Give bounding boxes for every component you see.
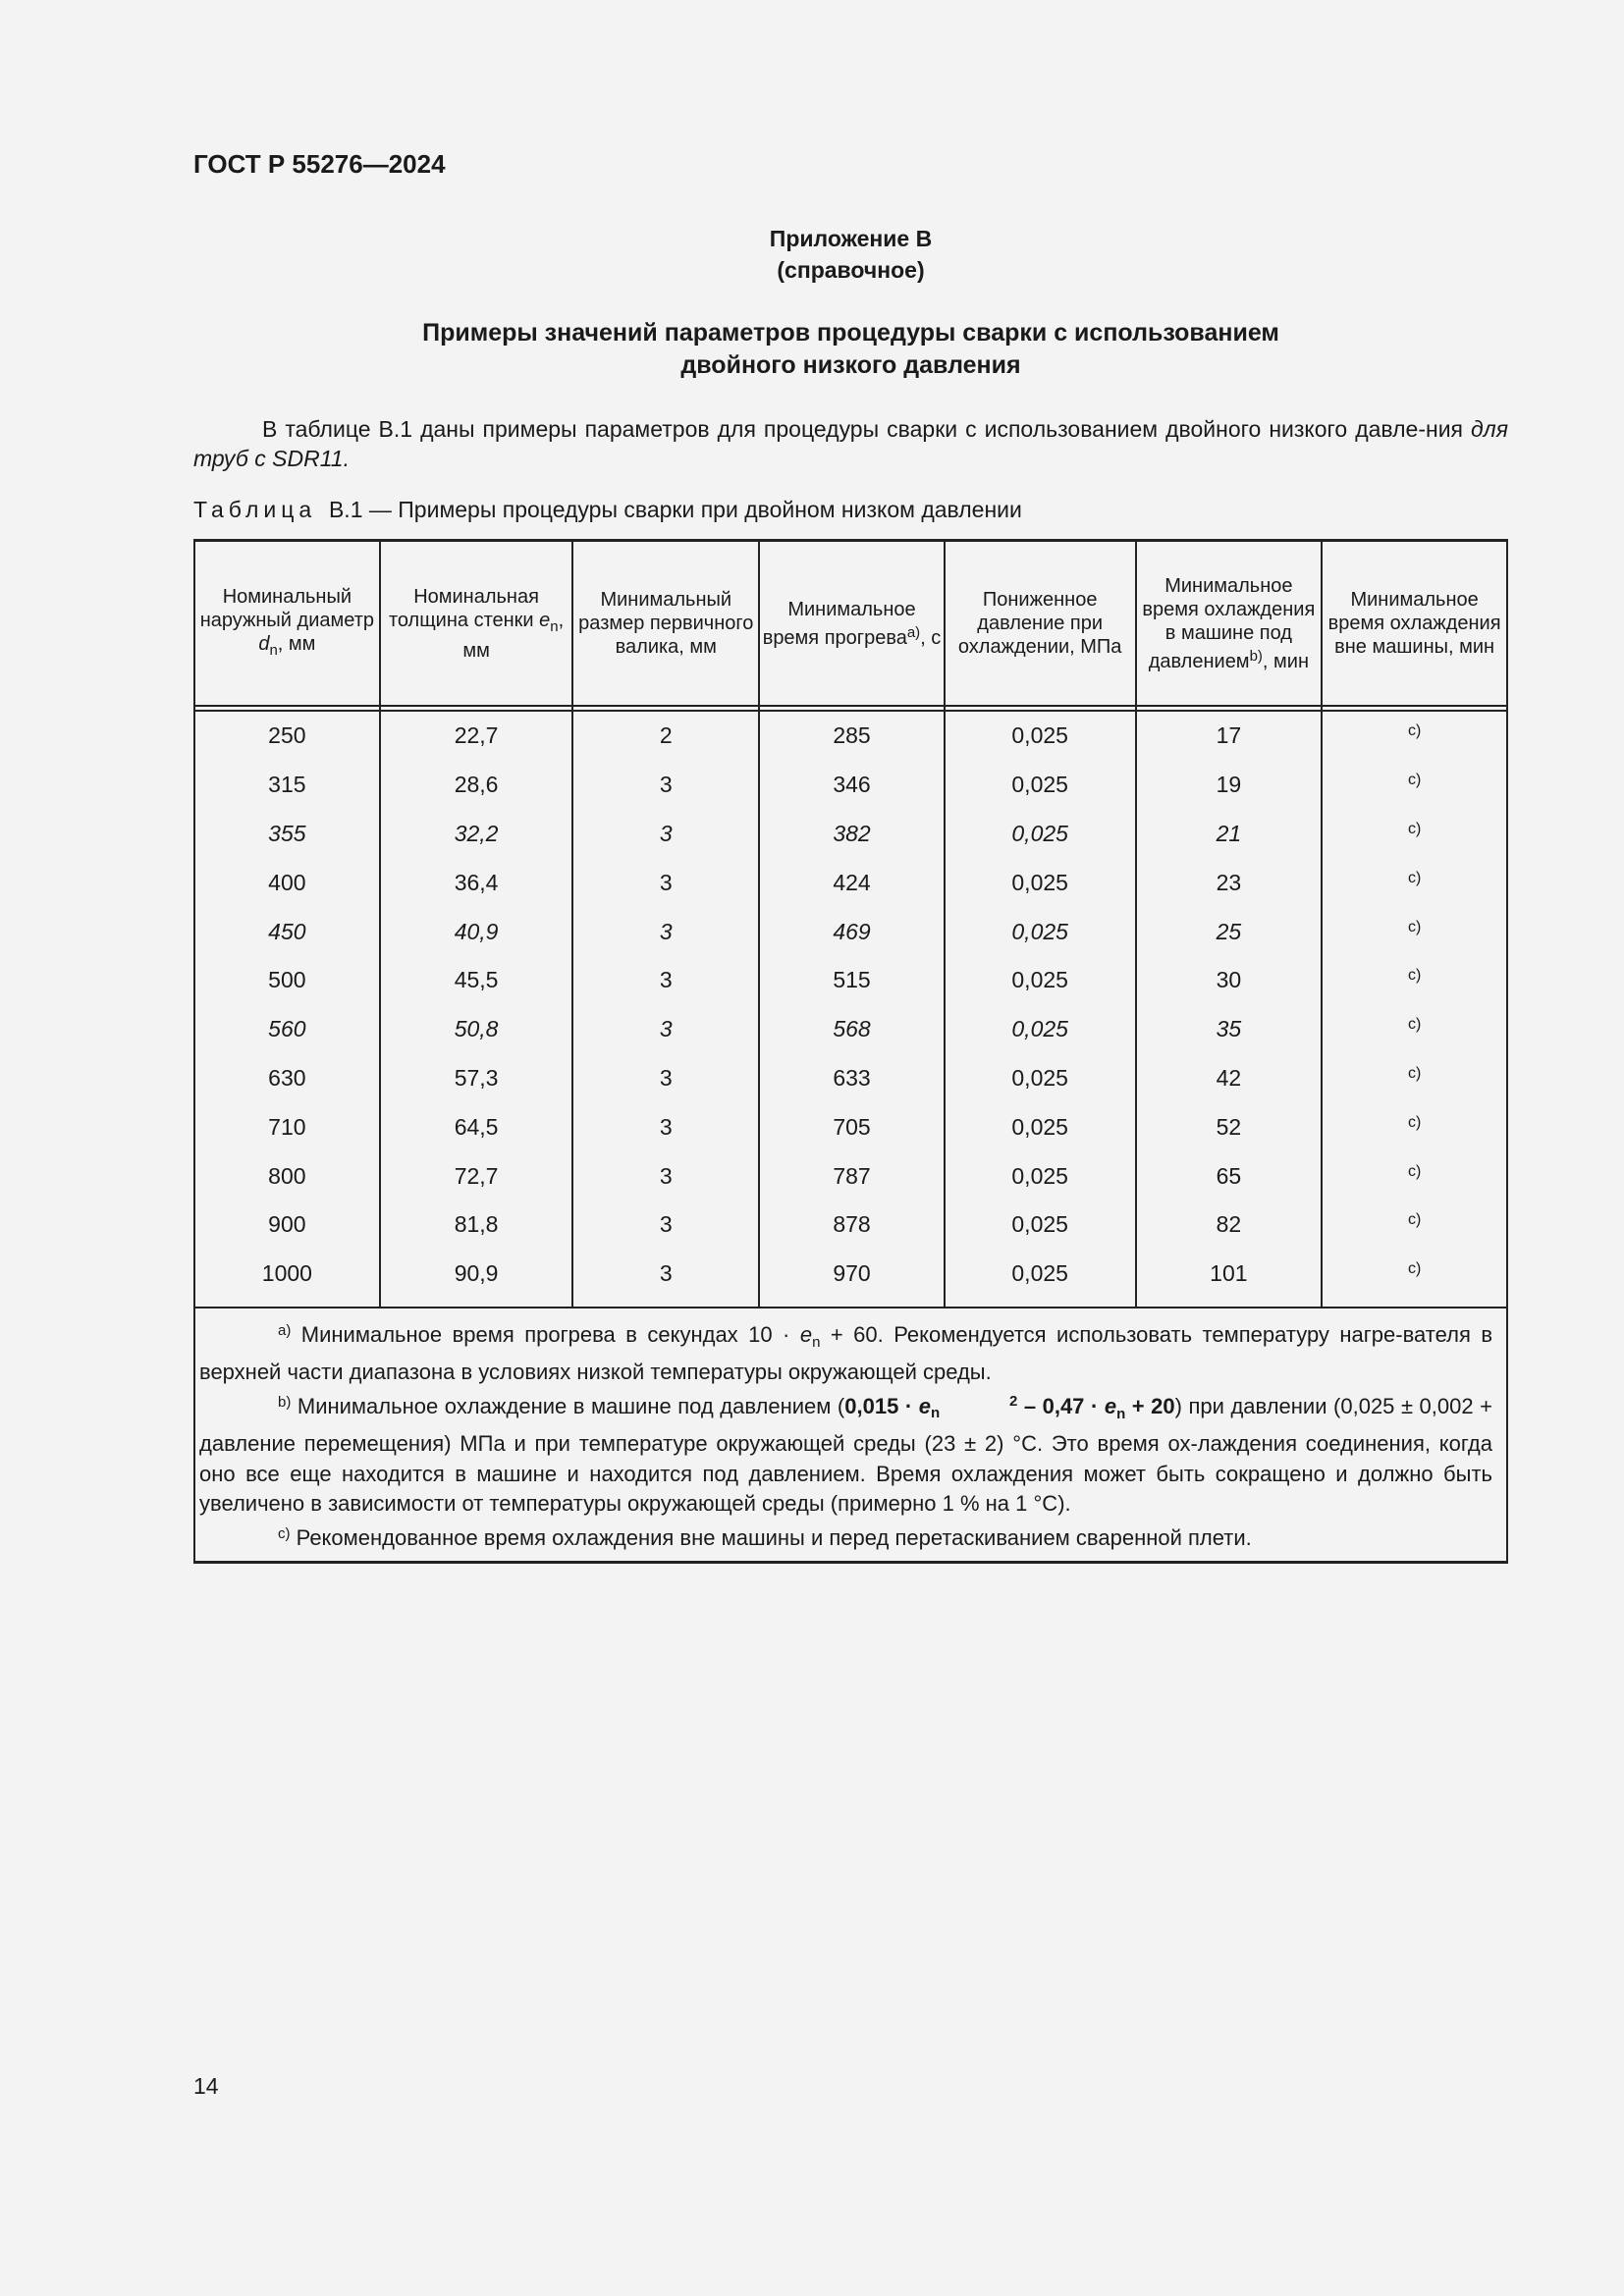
intro-text: В таблице В.1 даны примеры параметров для процедуры сварки с использованием двойного низкого давле-ния [262, 416, 1472, 442]
table-row [194, 711, 1507, 761]
cell-cooling-outside: c) [1322, 1005, 1507, 1054]
cell-bead-size: 3 [572, 1005, 759, 1054]
header-reduced-pressure: Пониженное давление при охлаждении, МПа [945, 541, 1136, 707]
cell-heating-time: 568 [759, 1005, 945, 1054]
table-row [194, 956, 1507, 1005]
cell-heating-time: 787 [759, 1151, 945, 1201]
cell-cooling-outside: c) [1322, 1054, 1507, 1103]
cell-reduced-pressure: 0,025 [945, 956, 1136, 1005]
cell-outer-diameter: 710 [194, 1102, 380, 1151]
cell-wall-thickness: 28,6 [380, 761, 573, 810]
table-header-row [194, 541, 1507, 707]
intro-italic: для труб с SDR11. [193, 416, 1508, 471]
cell-cooling-in-machine: 30 [1136, 956, 1323, 1005]
cell-cooling-in-machine: 21 [1136, 810, 1323, 859]
cell-wall-thickness: 64,5 [380, 1102, 573, 1151]
cell-wall-thickness: 36,4 [380, 858, 573, 907]
cell-outer-diameter: 630 [194, 1054, 380, 1103]
cell-outer-diameter: 250 [194, 711, 380, 761]
cell-reduced-pressure: 0,025 [945, 1201, 1136, 1250]
cell-cooling-in-machine: 42 [1136, 1054, 1323, 1103]
cell-cooling-outside: c) [1322, 1250, 1507, 1308]
table-row [194, 1201, 1507, 1250]
cell-cooling-outside: c) [1322, 711, 1507, 761]
cell-cooling-in-machine: 82 [1136, 1201, 1323, 1250]
table-row [194, 1151, 1507, 1201]
cell-heating-time: 346 [759, 761, 945, 810]
cell-outer-diameter: 450 [194, 907, 380, 956]
cell-cooling-in-machine: 35 [1136, 1005, 1323, 1054]
page-number: 14 [193, 2073, 219, 2099]
header-cooling-in-machine: Минимальное время охлаждения в машине под давлением$^{b)}$, мин [1136, 541, 1323, 707]
cell-outer-diameter: 400 [194, 858, 380, 907]
cell-bead-size: 3 [572, 1054, 759, 1103]
cell-outer-diameter: 560 [194, 1005, 380, 1054]
cell-outer-diameter: 500 [194, 956, 380, 1005]
cell-heating-time: 469 [759, 907, 945, 956]
cell-bead-size: 3 [572, 1201, 759, 1250]
cell-cooling-outside: c) [1322, 956, 1507, 1005]
cell-reduced-pressure: 0,025 [945, 810, 1136, 859]
footnote-a: $^{a)}$ Минимальное время прогрева в секундах $10 \cdot e_n + 60$. Рекомендуется использовать температуру нагре-вателя в верхней части диапазона в условиях низкой температуры окружающей среды. [199, 1321, 1493, 1385]
cell-bead-size: 2 [572, 711, 759, 761]
header-cooling-outside: Минимальное время охлаждения вне машины, мин [1322, 541, 1507, 707]
table-row [194, 1250, 1507, 1308]
cell-bead-size: 3 [572, 1250, 759, 1308]
cell-cooling-outside: c) [1322, 907, 1507, 956]
header-wall-thickness: Номинальная толщина стенки $e_n$, мм [380, 541, 573, 707]
cell-outer-diameter: 900 [194, 1201, 380, 1250]
table-row [194, 858, 1507, 907]
cell-wall-thickness: 45,5 [380, 956, 573, 1005]
table-row [194, 907, 1507, 956]
cell-outer-diameter: 800 [194, 1151, 380, 1201]
table-row [194, 810, 1507, 859]
cell-outer-diameter: 315 [194, 761, 380, 810]
cell-reduced-pressure: 0,025 [945, 1250, 1136, 1308]
table-row [194, 1005, 1507, 1054]
cell-heating-time: 382 [759, 810, 945, 859]
cell-outer-diameter: 355 [194, 810, 380, 859]
cell-bead-size: 3 [572, 1151, 759, 1201]
cell-wall-thickness: 50,8 [380, 1005, 573, 1054]
cell-cooling-outside: c) [1322, 810, 1507, 859]
cell-bead-size: 3 [572, 761, 759, 810]
cell-bead-size: 3 [572, 858, 759, 907]
cell-outer-diameter: 1000 [194, 1250, 380, 1308]
cell-cooling-in-machine: 23 [1136, 858, 1323, 907]
cell-cooling-in-machine: 25 [1136, 907, 1323, 956]
cell-heating-time: 515 [759, 956, 945, 1005]
cell-cooling-outside: c) [1322, 761, 1507, 810]
cell-bead-size: 3 [572, 810, 759, 859]
cell-cooling-outside: c) [1322, 858, 1507, 907]
cell-heating-time: 705 [759, 1102, 945, 1151]
cell-bead-size: 3 [572, 956, 759, 1005]
cell-cooling-in-machine: 101 [1136, 1250, 1323, 1308]
cell-reduced-pressure: 0,025 [945, 1102, 1136, 1151]
cell-reduced-pressure: 0,025 [945, 1005, 1136, 1054]
caption-prefix: Таблица [193, 497, 317, 522]
cell-heating-time: 878 [759, 1201, 945, 1250]
table-caption [193, 497, 1022, 523]
document-code: ГОСТ Р 55276—2024 [193, 149, 446, 179]
caption-text: В.1 — Примеры процедуры сварки при двойном низком давлении [328, 497, 1022, 522]
cell-reduced-pressure: 0,025 [945, 907, 1136, 956]
cell-reduced-pressure: 0,025 [945, 1054, 1136, 1103]
cell-reduced-pressure: 0,025 [945, 761, 1136, 810]
cell-reduced-pressure: 0,025 [945, 1151, 1136, 1201]
table-footnotes [194, 1308, 1507, 1563]
annex-label: Приложение В [769, 226, 933, 251]
table-row [194, 1054, 1507, 1103]
cell-wall-thickness: 32,2 [380, 810, 573, 859]
cell-cooling-outside: c) [1322, 1102, 1507, 1151]
cell-heating-time: 285 [759, 711, 945, 761]
table-row [194, 761, 1507, 810]
cell-cooling-in-machine: 19 [1136, 761, 1323, 810]
header-outer-diameter: Номинальный наружный диаметр $d_n$, мм [194, 541, 380, 707]
cell-wall-thickness: 81,8 [380, 1201, 573, 1250]
intro-paragraph [193, 414, 1508, 473]
cell-reduced-pressure: 0,025 [945, 858, 1136, 907]
cell-cooling-in-machine: 17 [1136, 711, 1323, 761]
cell-heating-time: 970 [759, 1250, 945, 1308]
cell-bead-size: 3 [572, 907, 759, 956]
cell-heating-time: 424 [759, 858, 945, 907]
cell-heating-time: 633 [759, 1054, 945, 1103]
cell-wall-thickness: 72,7 [380, 1151, 573, 1201]
welding-parameters-table [193, 539, 1508, 1564]
cell-wall-thickness: 57,3 [380, 1054, 573, 1103]
cell-cooling-outside: c) [1322, 1201, 1507, 1250]
footnote-c: $^{c)}$ Рекомендованное время охлаждения вне машины и перед перетаскиванием сваренной плети. [278, 1524, 1252, 1550]
cell-cooling-in-machine: 65 [1136, 1151, 1323, 1201]
cell-cooling-outside: c) [1322, 1151, 1507, 1201]
cell-bead-size: 3 [572, 1102, 759, 1151]
cell-wall-thickness: 40,9 [380, 907, 573, 956]
annex-title-line1: Примеры значений параметров процедуры сварки с использованием [422, 319, 1279, 347]
footnote-b: $^{b)}$ Минимальное охлаждение в машине под давлением (0,015 · e 2 $n - 0,47 \cdot e_n + 20$) при давлении (0,025 ± 0,002 + давление перемещения) МПа и при температуре окружающей среды (23 ± 2) °С. Это время ох-лаждения соединения, когда оно все еще находится в машине и находится под давлением. Время охлаждения может быть сокращено и должно быть увеличено в зависимости от температуры окружающей среды (примерно 1 % на 1 °С). [199, 1392, 1492, 1517]
header-bead-size: Минимальный размер первичного валика, мм [572, 541, 759, 707]
cell-cooling-in-machine: 52 [1136, 1102, 1323, 1151]
cell-reduced-pressure: 0,025 [945, 711, 1136, 761]
header-heating-time: Минимальное время прогрева$^{a)}$, с [759, 541, 945, 707]
cell-wall-thickness: 22,7 [380, 711, 573, 761]
cell-wall-thickness: 90,9 [380, 1250, 573, 1308]
annex-title-line2: двойного низкого давления [680, 351, 1021, 379]
annex-kind: (справочное) [777, 257, 925, 283]
table-row [194, 1102, 1507, 1151]
